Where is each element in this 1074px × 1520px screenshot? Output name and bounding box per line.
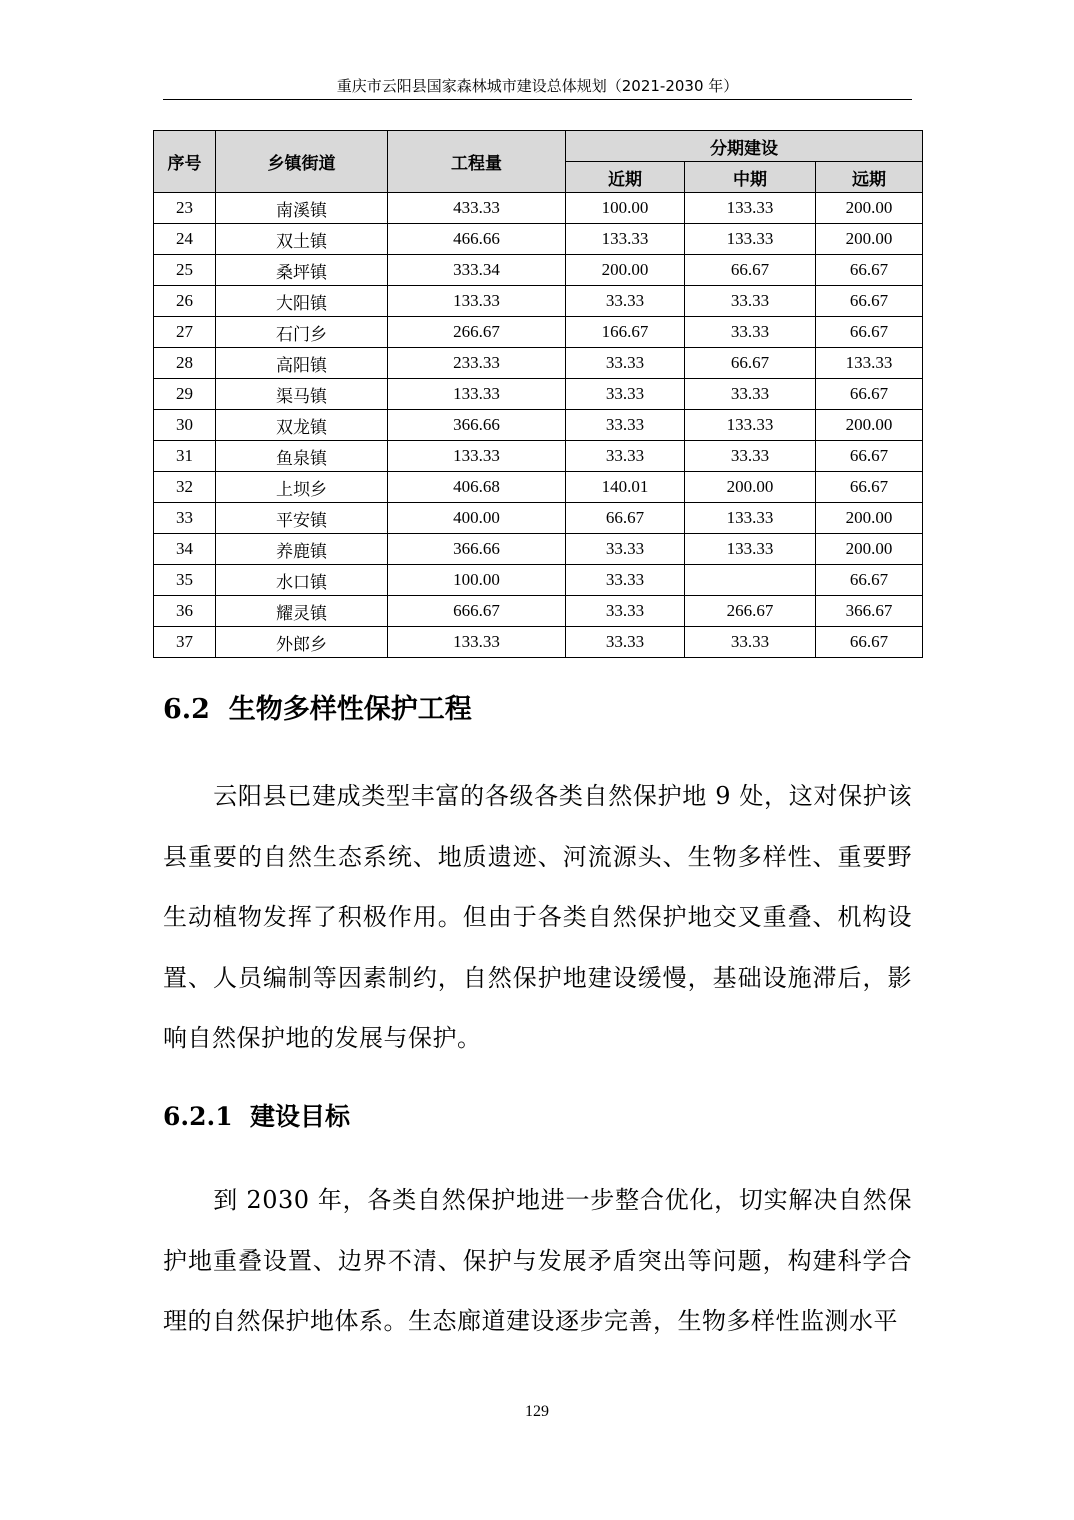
cell-near: 100.00 <box>566 193 685 224</box>
cell-amount: 466.66 <box>388 224 566 255</box>
cell-town: 平安镇 <box>216 503 388 534</box>
cell-amount: 366.66 <box>388 410 566 441</box>
cell-no: 28 <box>154 348 216 379</box>
table-row <box>154 503 923 534</box>
header-far: 远期 <box>816 162 923 193</box>
cell-amount: 400.00 <box>388 503 566 534</box>
cell-amount: 133.33 <box>388 627 566 658</box>
cell-far: 66.67 <box>816 472 923 503</box>
cell-mid <box>685 565 816 596</box>
cell-amount: 133.33 <box>388 441 566 472</box>
cell-town: 南溪镇 <box>216 193 388 224</box>
cell-town: 石门乡 <box>216 317 388 348</box>
table-row <box>154 255 923 286</box>
cell-mid: 33.33 <box>685 286 816 317</box>
table-row <box>154 224 923 255</box>
header-rule <box>163 99 912 100</box>
cell-near: 33.33 <box>566 348 685 379</box>
header-mid: 中期 <box>685 162 816 193</box>
cell-far: 200.00 <box>816 224 923 255</box>
cell-near: 33.33 <box>566 565 685 596</box>
cell-no: 34 <box>154 534 216 565</box>
cell-mid: 33.33 <box>685 441 816 472</box>
header-town: 乡镇街道 <box>216 131 388 193</box>
section-paragraph <box>163 766 912 1069</box>
cell-no: 24 <box>154 224 216 255</box>
cell-town: 渠马镇 <box>216 379 388 410</box>
cell-near: 33.33 <box>566 596 685 627</box>
cell-near: 33.33 <box>566 441 685 472</box>
cell-mid: 33.33 <box>685 379 816 410</box>
table-row <box>154 348 923 379</box>
cell-no: 29 <box>154 379 216 410</box>
cell-near: 166.67 <box>566 317 685 348</box>
cell-far: 66.67 <box>816 627 923 658</box>
cell-no: 31 <box>154 441 216 472</box>
cell-near: 200.00 <box>566 255 685 286</box>
cell-amount: 333.34 <box>388 255 566 286</box>
cell-town: 外郎乡 <box>216 627 388 658</box>
subsection-paragraph-text: 到 2030 年，各类自然保护地进一步整合优化，切实解决自然保护地重叠设置、边界不清、保护与发展矛盾突出等问题，构建科学合理的自然保护地体系。生态廊道建设逐步完善，生物多样性监测水平 <box>163 1186 912 1335</box>
cell-far: 366.67 <box>816 596 923 627</box>
cell-mid: 133.33 <box>685 224 816 255</box>
cell-amount: 666.67 <box>388 596 566 627</box>
cell-town: 鱼泉镇 <box>216 441 388 472</box>
running-header: 重庆市云阳县国家森林城市建设总体规划（2021-2030 年） <box>336 77 739 95</box>
table-row <box>154 410 923 441</box>
cell-mid: 66.67 <box>685 255 816 286</box>
cell-mid: 266.67 <box>685 596 816 627</box>
cell-town: 养鹿镇 <box>216 534 388 565</box>
section-heading: 6.2 生物多样性保护工程 <box>163 694 472 725</box>
construction-table <box>153 130 923 658</box>
cell-no: 36 <box>154 596 216 627</box>
cell-near: 33.33 <box>566 534 685 565</box>
subsection-paragraph <box>163 1170 912 1352</box>
cell-mid: 33.33 <box>685 627 816 658</box>
cell-far: 66.67 <box>816 317 923 348</box>
table-row <box>154 596 923 627</box>
cell-no: 32 <box>154 472 216 503</box>
page-number: 129 <box>525 1403 549 1420</box>
cell-far: 133.33 <box>816 348 923 379</box>
table-body <box>154 193 923 658</box>
cell-far: 66.67 <box>816 441 923 472</box>
cell-amount: 233.33 <box>388 348 566 379</box>
cell-amount: 433.33 <box>388 193 566 224</box>
cell-amount: 406.68 <box>388 472 566 503</box>
cell-far: 200.00 <box>816 534 923 565</box>
cell-near: 33.33 <box>566 627 685 658</box>
section-paragraph-text: 云阳县已建成类型丰富的各级各类自然保护地 9 处，这对保护该县重要的自然生态系统、地质遗迹、河流源头、生物多样性、重要野生动植物发挥了积极作用。但由于各类自然保护地交叉重叠、机构设置、人员编制等因素制约，自然保护地建设缓慢，基础设施滞后，影响自然保护地的发展与保护。 <box>163 782 912 1052</box>
cell-no: 26 <box>154 286 216 317</box>
table-row <box>154 565 923 596</box>
header-no: 序号 <box>154 131 216 193</box>
cell-near: 140.01 <box>566 472 685 503</box>
cell-no: 27 <box>154 317 216 348</box>
cell-amount: 133.33 <box>388 286 566 317</box>
table-row <box>154 379 923 410</box>
cell-amount: 133.33 <box>388 379 566 410</box>
cell-no: 25 <box>154 255 216 286</box>
cell-far: 200.00 <box>816 410 923 441</box>
cell-town: 桑坪镇 <box>216 255 388 286</box>
cell-no: 37 <box>154 627 216 658</box>
cell-near: 133.33 <box>566 224 685 255</box>
table-row <box>154 441 923 472</box>
cell-near: 33.33 <box>566 379 685 410</box>
cell-mid: 133.33 <box>685 503 816 534</box>
cell-town: 双龙镇 <box>216 410 388 441</box>
header-amount: 工程量 <box>388 131 566 193</box>
cell-mid: 133.33 <box>685 193 816 224</box>
cell-no: 30 <box>154 410 216 441</box>
cell-no: 33 <box>154 503 216 534</box>
cell-no: 35 <box>154 565 216 596</box>
cell-mid: 200.00 <box>685 472 816 503</box>
cell-mid: 33.33 <box>685 317 816 348</box>
cell-town: 高阳镇 <box>216 348 388 379</box>
cell-amount: 266.67 <box>388 317 566 348</box>
cell-no: 23 <box>154 193 216 224</box>
cell-amount: 100.00 <box>388 565 566 596</box>
cell-town: 水口镇 <box>216 565 388 596</box>
cell-far: 66.67 <box>816 379 923 410</box>
cell-amount: 366.66 <box>388 534 566 565</box>
cell-far: 200.00 <box>816 193 923 224</box>
cell-near: 33.33 <box>566 286 685 317</box>
header-near: 近期 <box>566 162 685 193</box>
cell-mid: 66.67 <box>685 348 816 379</box>
table-row <box>154 317 923 348</box>
subsection-heading: 6.2.1 建设目标 <box>163 1102 350 1131</box>
cell-far: 66.67 <box>816 255 923 286</box>
table-row <box>154 286 923 317</box>
table-row <box>154 472 923 503</box>
cell-near: 66.67 <box>566 503 685 534</box>
table-row <box>154 627 923 658</box>
cell-mid: 133.33 <box>685 534 816 565</box>
cell-town: 上坝乡 <box>216 472 388 503</box>
table-row <box>154 193 923 224</box>
header-phase: 分期建设 <box>566 131 923 162</box>
table-row <box>154 534 923 565</box>
cell-far: 66.67 <box>816 565 923 596</box>
cell-town: 耀灵镇 <box>216 596 388 627</box>
cell-town: 双土镇 <box>216 224 388 255</box>
cell-mid: 133.33 <box>685 410 816 441</box>
cell-town: 大阳镇 <box>216 286 388 317</box>
cell-near: 33.33 <box>566 410 685 441</box>
cell-far: 200.00 <box>816 503 923 534</box>
cell-far: 66.67 <box>816 286 923 317</box>
